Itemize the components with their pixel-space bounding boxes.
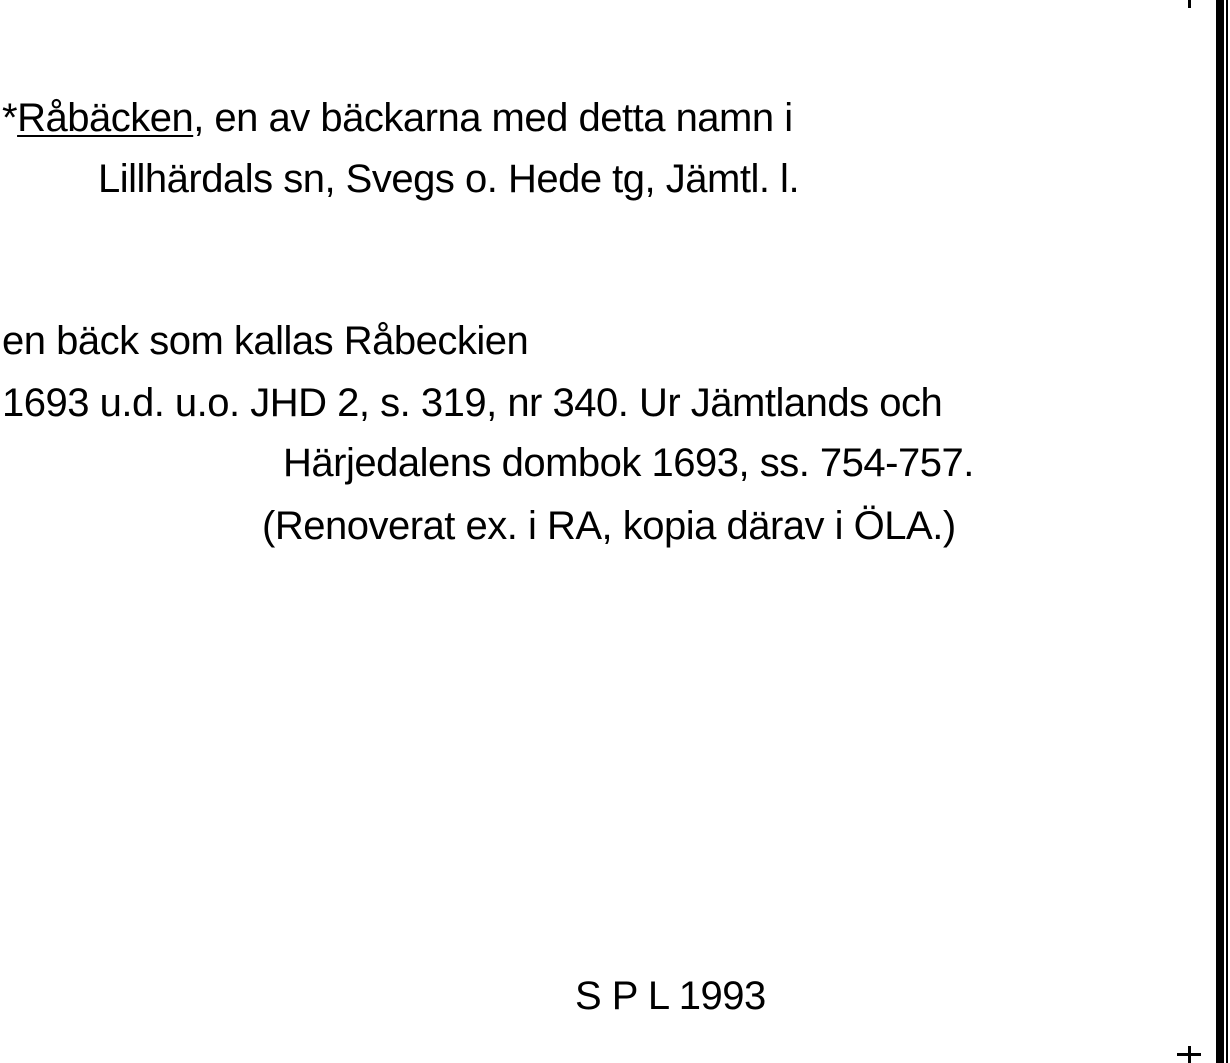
entry-line-2: Lillhärdals sn, Svegs o. Hede tg, Jämtl. l. xyxy=(98,157,800,201)
footer-signature: S P L 1993 xyxy=(575,974,766,1018)
crop-mark-bottom-horizontal xyxy=(1177,1053,1201,1056)
entry-asterisk: * xyxy=(2,96,18,140)
source-line-2: Härjedalens dombok 1693, ss. 754-757. xyxy=(283,441,974,485)
card-right-border-outer xyxy=(1226,0,1228,1063)
entry-headword: Råbäcken xyxy=(17,96,194,140)
entry-line-1 xyxy=(2,94,793,142)
source-line-1: 1693 u.d. u.o. JHD 2, s. 319, nr 340. Ur Jämtlands och xyxy=(2,381,943,425)
entry-description-1: , en av bäckarna med detta namn i xyxy=(193,96,793,140)
source-line-3: (Renoverat ex. i RA, kopia därav i ÖLA.) xyxy=(262,504,956,548)
card-right-border xyxy=(1216,0,1224,1063)
quote-line: en bäck som kallas Råbeckien xyxy=(2,319,529,363)
crop-mark-top xyxy=(1188,0,1191,8)
